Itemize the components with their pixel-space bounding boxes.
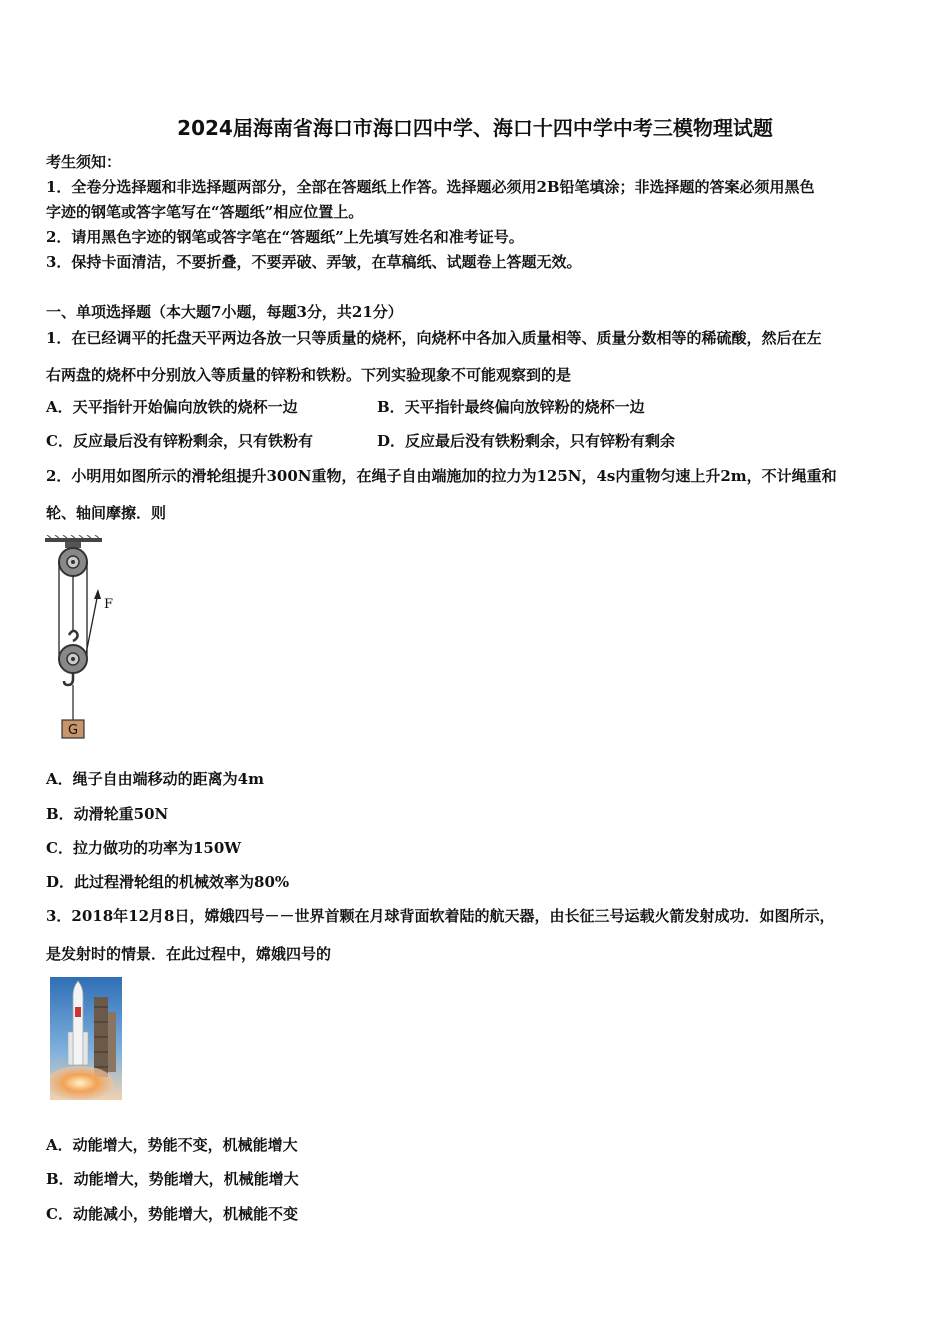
weight-label: G xyxy=(67,723,79,738)
force-arrow xyxy=(94,589,101,599)
force-label: F xyxy=(104,597,114,612)
q3-stem: 3．2018年12月8日，嫦娥四号－－世界首颗在月球背面软着陆的航天器，由长征三号运载火箭发射成功．如图所示， xyxy=(46,907,835,925)
rocket-launch-photo xyxy=(50,977,122,1100)
q1-stem: 右两盘的烧杯中分别放入等质量的锌粉和铁粉。下列实验现象不可能观察到的是 xyxy=(46,366,572,384)
page-title: 2024届海南省海口市海口四中学、海口十四中学中考三模物理试题 xyxy=(177,116,773,140)
fixed-pulley xyxy=(59,548,87,576)
notice-item: 字迹的钢笔或答字笔写在“答题纸”相应位置上。 xyxy=(46,203,364,221)
section-heading: 一、单项选择题（本大题7小题，每题3分，共21分） xyxy=(46,303,403,321)
q2-stem: 2．小明用如图所示的滑轮组提升300N重物，在绳子自由端施加的拉力为125N，4s内重物匀速上升2m，不计绳重和 xyxy=(46,467,837,485)
q1-option-a: A．天平指针开始偏向放铁的烧杯一边 xyxy=(46,398,298,416)
q3-option-c: C．动能减小，势能增大，机械能不变 xyxy=(46,1205,298,1223)
q2-option-a: A．绳子自由端移动的距离为4m xyxy=(46,770,264,788)
q2-option-b: B．动滑轮重50N xyxy=(46,805,169,823)
ceiling xyxy=(45,535,102,542)
q1-option-d: D．反应最后没有铁粉剩余，只有锌粉有剩余 xyxy=(377,432,676,450)
q2-option-c: C．拉力做功的功率为150W xyxy=(46,839,242,857)
q1-stem: 1．在已经调平的托盘天平两边各放一只等质量的烧杯，向烧杯中各加入质量相等、质量分数相等的稀硫酸，然后在左 xyxy=(46,329,822,347)
q2-option-d: D．此过程滑轮组的机械效率为80% xyxy=(46,873,290,891)
notice-heading: 考生须知： xyxy=(46,153,122,171)
notice-item: 1．全卷分选择题和非选择题两部分，全部在答题纸上作答。选择题必须用2B铅笔填涂；非选择题的答案必须用黑色 xyxy=(46,178,815,196)
q1-option-c: C．反应最后没有锌粉剩余，只有铁粉有 xyxy=(46,432,313,450)
notice-item: 3．保持卡面清洁，不要折叠，不要弄破、弄皱，在草稿纸、试题卷上答题无效。 xyxy=(46,253,582,271)
q2-stem: 轮、轴间摩擦．则 xyxy=(46,504,167,522)
pulley-diagram xyxy=(40,535,130,745)
movable-pulley xyxy=(59,645,87,673)
notice-item: 2．请用黑色字迹的钢笔或答字笔在“答题纸”上先填写姓名和准考证号。 xyxy=(46,228,524,246)
q3-option-a: A．动能增大，势能不变，机械能增大 xyxy=(46,1136,298,1154)
q3-stem: 是发射时的情景．在此过程中，嫦娥四号的 xyxy=(46,945,332,963)
q3-option-b: B．动能增大，势能增大，机械能增大 xyxy=(46,1170,299,1188)
q1-option-b: B．天平指针最终偏向放锌粉的烧杯一边 xyxy=(377,398,645,416)
rope xyxy=(59,562,98,659)
